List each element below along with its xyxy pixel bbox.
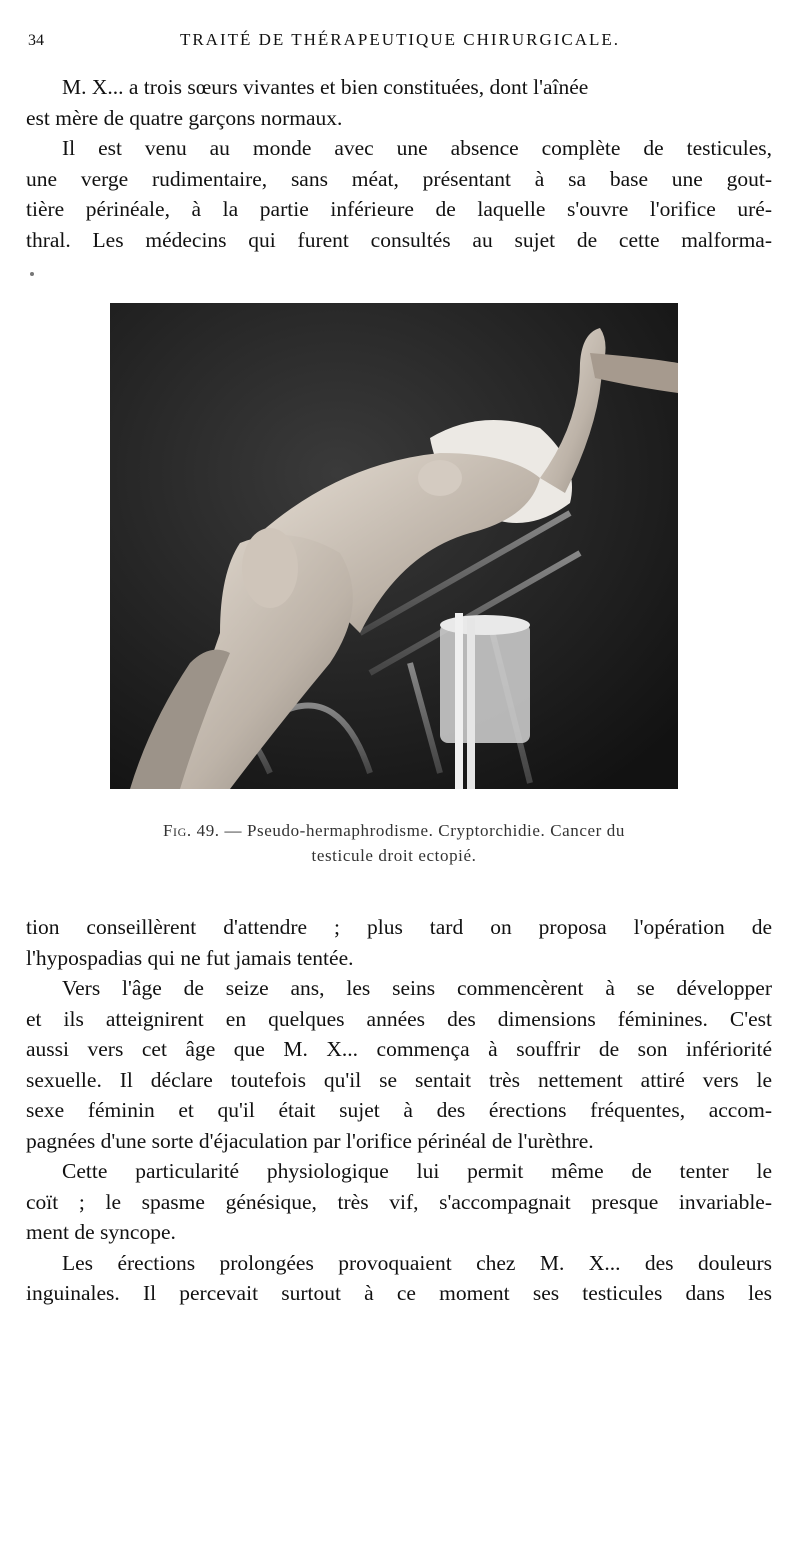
text-line: aussi vers cet âge que M. X... commença à souffrir de son infériorité (26, 1037, 772, 1061)
page-header (28, 30, 772, 54)
text-line: l'hypospadias qui ne fut jamais tentée. (26, 945, 354, 970)
text-line: tière périnéale, à la partie inférieure de laquelle s'ouvre l'orifice uré- (26, 197, 772, 221)
text-line: est mère de quatre garçons normaux. (26, 105, 343, 130)
caption-line-1 (110, 818, 678, 843)
caption-line-2: testicule droit ectopié. (311, 846, 477, 865)
text-line: tion conseillèrent d'attendre ; plus tard on proposa l'opération de (26, 915, 772, 939)
text-line: coït ; le spasme génésique, très vif, s'accompagnait presque invariable- (26, 1189, 772, 1214)
text-line: sexuelle. Il déclare toutefois qu'il se sentait très nettement attiré vers le (26, 1067, 772, 1092)
figure-photograph (110, 303, 678, 789)
text-line: M. X... a trois sœurs vivantes et bien constituées, dont l'aînée (62, 75, 589, 99)
text-line: sexe féminin et qu'il était sujet à des érections fréquentes, accom- (26, 1098, 772, 1122)
text-line: thral. Les médecins qui furent consultés au sujet de cette malforma- (26, 227, 772, 252)
photograph-image (110, 303, 678, 789)
text-line: et ils atteignirent en quelques années des dimensions féminines. C'est (26, 1006, 772, 1031)
text-line: Les érections prolongées provoquaient chez M. X... des douleurs (62, 1250, 772, 1275)
paragraph-bottom (26, 912, 772, 1309)
caption-text-1: — Pseudo-hermaphrodisme. Cryptorchidie. Cancer du (224, 821, 625, 840)
figure-label: Fig. 49. (162, 821, 220, 840)
figure-caption (110, 818, 678, 868)
text-line: ment de syncope. (26, 1220, 176, 1244)
text-line: Cette particularité physiologique lui permit même de tenter le (62, 1159, 772, 1183)
paragraph-top (26, 72, 772, 255)
running-title: TRAITÉ DE THÉRAPEUTIQUE CHIRURGICALE. (179, 30, 621, 49)
text-line: inguinales. Il percevait surtout à ce moment ses testicules dans les (26, 1281, 772, 1305)
text-line: pagnées d'une sorte d'éjaculation par l'orifice périnéal de l'urèthre. (26, 1128, 594, 1153)
text-line: Vers l'âge de seize ans, les seins commencèrent à se développer (62, 976, 772, 1000)
text-line: une verge rudimentaire, sans méat, présentant à sa base une gout- (26, 166, 772, 191)
page-number: 34 (28, 32, 44, 49)
print-speck (30, 272, 34, 276)
text-line: Il est venu au monde avec une absence complète de testicules, (62, 136, 772, 160)
